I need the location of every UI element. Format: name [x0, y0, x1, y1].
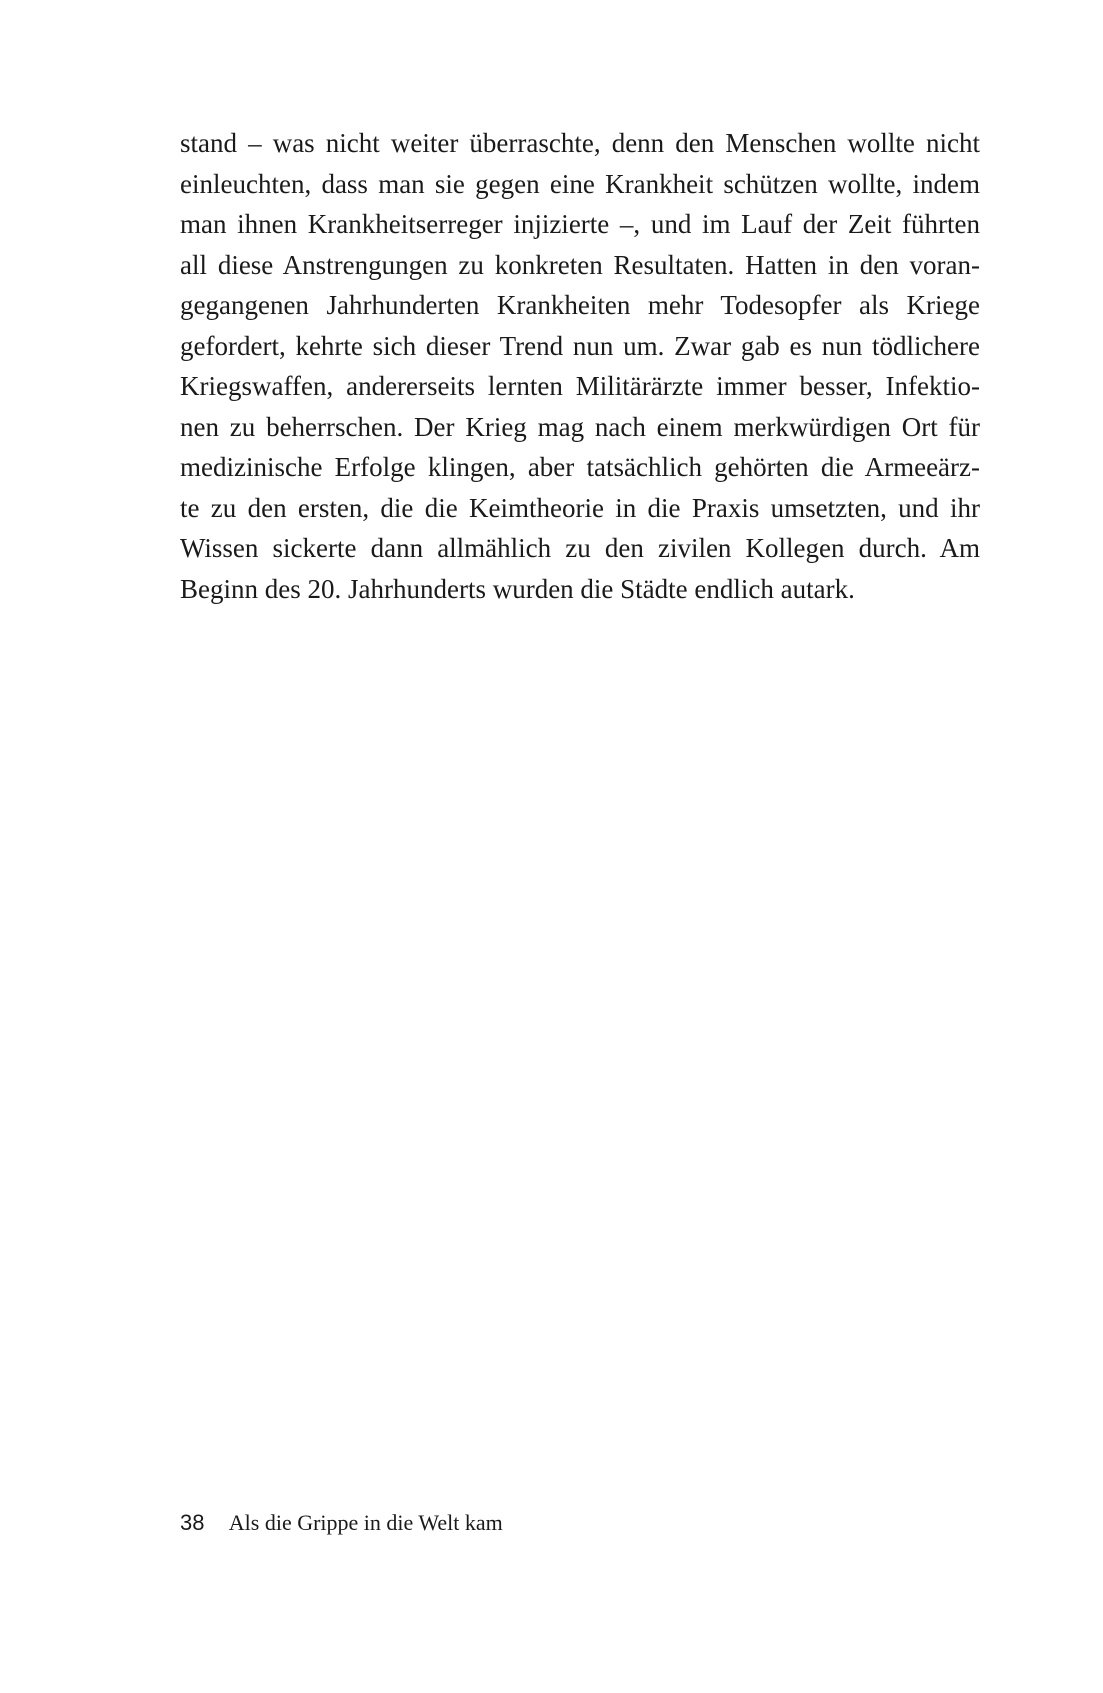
text-line: medizinische Erfolge klingen, aber tatsächlich gehörten die Armeeärz-	[180, 452, 980, 482]
page-footer	[180, 1508, 503, 1538]
text-line: Kriegswaffen, andererseits lernten Militärärzte immer besser, Infektio-	[180, 371, 980, 401]
text-line: gefordert, kehrte sich dieser Trend nun um. Zwar gab es nun tödlichere	[180, 330, 980, 361]
text-line: te zu den ersten, die die Keimtheorie in die Praxis umsetzten, und ihr	[180, 492, 980, 523]
text-line: einleuchten, dass man sie gegen eine Krankheit schützen wollte, indem	[180, 168, 980, 199]
text-line: stand – was nicht weiter überraschte, denn den Menschen wollte nicht	[180, 128, 980, 158]
text-line: Beginn des 20. Jahrhunderts wurden die Städte endlich autark.	[180, 573, 855, 604]
running-title: Als die Grippe in die Welt kam	[228, 1510, 503, 1535]
text-line: man ihnen Krankheitserreger injizierte –, und im Lauf der Zeit führten	[180, 209, 980, 239]
text-line: Wissen sickerte dann allmählich zu den zivilen Kollegen durch. Am	[180, 533, 980, 563]
text-line: nen zu beherrschen. Der Krieg mag nach einem merkwürdigen Ort für	[180, 411, 980, 442]
text-line: all diese Anstrengungen zu konkreten Resultaten. Hatten in den voran-	[180, 249, 980, 280]
text-line: gegangenen Jahrhunderten Krankheiten mehr Todesopfer als Kriege	[180, 290, 980, 320]
body-paragraph	[180, 123, 980, 609]
page-number: 38	[180, 1510, 205, 1535]
